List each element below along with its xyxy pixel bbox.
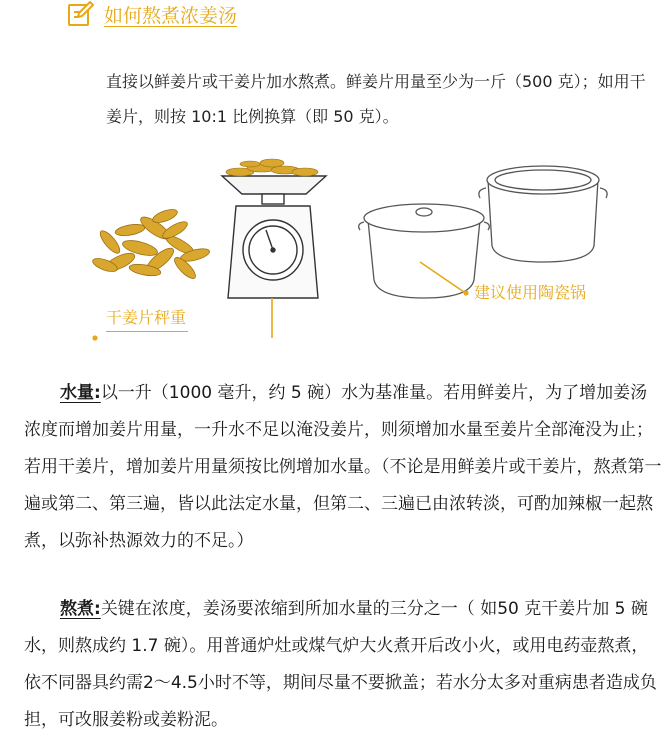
- boiling-paragraph: [24, 591, 664, 739]
- boiling-keyword: 熬煮:: [60, 599, 101, 619]
- water-amount-keyword: 水量:: [60, 383, 101, 403]
- ginger-weighing-label: 干姜片秤重: [106, 305, 188, 332]
- edit-note-icon: [66, 0, 94, 28]
- kitchen-scale: [222, 159, 326, 298]
- pot-with-lid: [359, 204, 490, 298]
- boiling-text: 关键在浓度，姜汤要浓缩到所加水量的三分之一（ 如50 克干姜片加 5 碗水，则熬成约 1.7 碗）。用普通炉灶或煤气炉大火煮开后改小火，或用电药壶熬煮，依不同器具约需2～4.5小时不等，期间尽量不要掀盖；若水分太多对重病患者造成负担，可改服姜粉或姜粉泥。: [24, 599, 657, 730]
- ginger-slices-pile: [91, 207, 211, 282]
- section-header: [66, 0, 237, 28]
- page-title: 如何熬煮浓姜汤: [104, 4, 238, 27]
- pot-open: [479, 166, 607, 262]
- ginger-and-pot-illustration: [0, 150, 668, 350]
- ceramic-pot-label: 建议使用陶瓷锅: [474, 283, 587, 302]
- water-amount-text: 以一升（1000 毫升，约 5 碗）水为基准量。若用鲜姜片，为了增加姜汤浓度而增加姜片用量，一升水不足以淹没姜片，则须增加水量至姜片全部淹没为止； 若用干姜片，增加姜片用量须按比例增加水量。（不论是用鲜姜片或干姜片，熬煮第一遍或第二、第三遍，皆以此法定水量，但第二、三遍已由浓转淡，可酌加辣椒一起熬煮，以弥补热源效力的不足。）: [24, 383, 662, 551]
- intro-paragraph: 直接以鲜姜片或干姜片加水熬煮。鲜姜片用量至少为一斤（500 克）；如用干姜片，则按 10:1 比例换算（即 50 克）。: [106, 72, 646, 126]
- water-amount-paragraph: [24, 375, 664, 560]
